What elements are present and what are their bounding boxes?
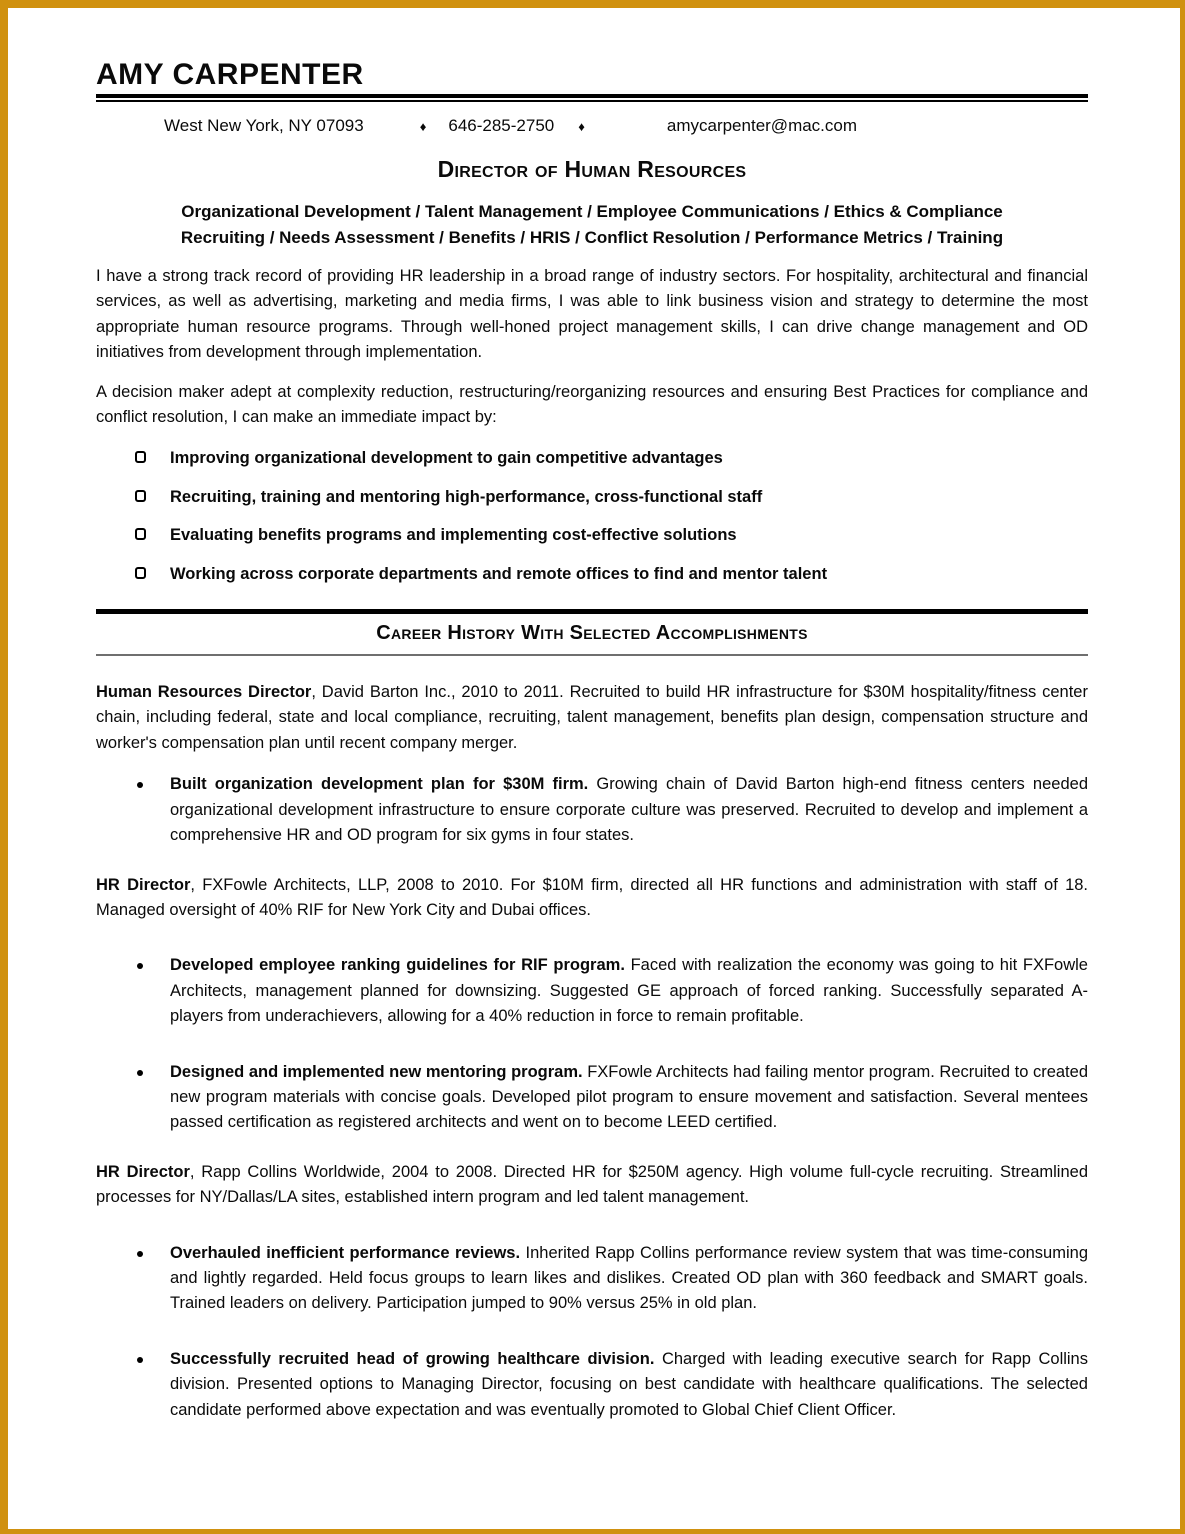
bullet-dot-icon xyxy=(137,1070,143,1076)
accomplishment-lead: Developed employee ranking guidelines for RIF program. xyxy=(170,956,625,975)
accomplishment-text: Faced with realization the economy was going to hit FXFowle Architects, management planned for downsizing. Suggested GE approach of forced ranking. Successfully separated A-players from underachievers, allowing for a 40% reduction in force to remain profitable. xyxy=(170,956,1088,1026)
accomplishment-body xyxy=(170,1060,1088,1136)
impact-item xyxy=(96,485,1088,510)
email-text: amycarpenter@mac.com xyxy=(666,116,858,135)
job-entry xyxy=(96,680,1088,756)
career-section-header xyxy=(96,609,1088,656)
impact-list xyxy=(96,446,1088,587)
accomplishments-list xyxy=(96,772,1088,848)
impact-item xyxy=(96,523,1088,548)
bullet-dot-icon xyxy=(137,1357,143,1363)
bullet-dot-icon xyxy=(137,1251,143,1257)
checkbox-bullet-icon xyxy=(135,451,146,463)
checkbox-bullet-icon xyxy=(135,528,146,540)
skills-line-2: Recruiting / Needs Assessment / Benefits / HRIS / Conflict Resolution / Performance Metrics / Training xyxy=(180,227,1004,247)
job-description: , David Barton Inc., 2010 to 2011. Recruited to build HR infrastructure for $30M hospitality/fitness center chain, including federal, state and local compliance, recruiting, talent management, benefits plan design, compensation structure and worker's compensation plan until recent company merger. xyxy=(96,683,1088,752)
summary-paragraph-2: A decision maker adept at complexity reduction, restructuring/reorganizing resources and ensuring Best Practices for compliance and conflict resolution, I can make an immediate impact by: xyxy=(96,382,1088,427)
accomplishment-lead: Overhauled inefficient performance reviews. xyxy=(170,1243,521,1262)
job-description: , Rapp Collins Worldwide, 2004 to 2008. Directed HR for $250M agency. High volume full-cycle recruiting. Streamlined processes for NY/Dallas/LA sites, established intern program and led talent management. xyxy=(96,1162,1089,1207)
job-entry xyxy=(96,873,1088,924)
bullet-dot-icon xyxy=(137,782,143,788)
accomplishment-item xyxy=(96,772,1088,848)
impact-text: Evaluating benefits programs and implementing cost-effective solutions xyxy=(170,526,737,545)
accomplishment-text: Charged with leading executive search for Rapp Collins division. Presented options to Managing Director, focusing on best candidate with healthcare qualifications. The selected candidate performed above expectation and was eventually promoted to Global Chief Client Officer. xyxy=(170,1349,1088,1419)
contact-line xyxy=(164,116,1088,136)
checkbox-bullet-icon xyxy=(135,490,146,502)
accomplishment-item xyxy=(96,1060,1088,1136)
job-title-lead: HR Director xyxy=(96,875,191,894)
location-text: West New York, NY 07093 xyxy=(164,116,364,135)
bullet-dot-icon xyxy=(137,963,143,969)
document-title: Director of Human Resources xyxy=(437,156,747,182)
accomplishment-lead: Designed and implemented new mentoring program. xyxy=(170,1062,583,1081)
impact-item xyxy=(96,562,1088,587)
job-entry xyxy=(96,1160,1088,1211)
diamond-separator-icon: ♦ xyxy=(419,118,427,134)
impact-item xyxy=(96,446,1088,471)
accomplishment-item xyxy=(96,1347,1088,1423)
candidate-name: AMY CARPENTER xyxy=(96,58,364,91)
accomplishment-text: Growing chain of David Barton high-end fitness centers needed organizational development infrastructure to ensure corporate culture was preserved. Recruited to develop and implement a comprehensive HR and OD program for six gyms in four states. xyxy=(170,775,1088,845)
job-title-lead: HR Director xyxy=(96,1162,190,1181)
accomplishments-list xyxy=(96,953,1088,1135)
checkbox-bullet-icon xyxy=(135,567,146,579)
name-rule-thick xyxy=(96,94,1088,98)
accomplishment-lead: Successfully recruited head of growing healthcare division. xyxy=(170,1349,655,1368)
diamond-separator-icon: ♦ xyxy=(578,118,585,134)
impact-text: Improving organizational development to gain competitive advantages xyxy=(170,449,723,468)
phone-text: 646-285-2750 xyxy=(448,116,555,135)
accomplishment-body xyxy=(170,772,1088,848)
section-title: Career History With Selected Accomplishments xyxy=(376,622,808,645)
accomplishment-body xyxy=(170,1347,1088,1423)
accomplishment-lead: Built organization development plan for $30M firm. xyxy=(170,775,589,794)
accomplishment-item xyxy=(96,953,1088,1029)
job-description: , FXFowle Architects, LLP, 2008 to 2010. For $10M firm, directed all HR functions and administration with staff of 18. Managed oversight of 40% RIF for New York City and Dubai offices. xyxy=(96,875,1089,919)
skills-line-1: Organizational Development / Talent Management / Employee Communications / Ethics & Compliance xyxy=(181,202,1003,221)
impact-text: Recruiting, training and mentoring high-performance, cross-functional staff xyxy=(170,487,763,506)
summary-paragraph-1: I have a strong track record of providing HR leadership in a broad range of industry sectors. For hospitality, architectural and financial services, as well as advertising, marketing and media firms, I was able to link business vision and strategy to determine the most appropriate human resource programs. Through well-honed project management skills, I can drive change management and OD initiatives from development through implementation. xyxy=(96,267,1088,362)
section-rule-bottom xyxy=(96,654,1088,656)
accomplishment-text: FXFowle Architects had failing mentor program. Recruited to created new program materials with concise goals. Developed pilot program to ensure movement and satisfaction. Several mentees passed certification as registered architects and went on to become LEED certified. xyxy=(170,1062,1088,1132)
name-rule-thin xyxy=(96,100,1088,102)
accomplishment-body xyxy=(170,953,1088,1029)
skills-summary xyxy=(96,199,1088,250)
accomplishment-text: Inherited Rapp Collins performance review system that was time-consuming and lightly regarded. Held focus groups to learn likes and dislikes. Created OD plan with 360 feedback and SMART goals. Trained leaders on delivery. Participation jumped to 90% versus 25% in old plan. xyxy=(170,1243,1088,1313)
accomplishment-body xyxy=(170,1241,1088,1317)
accomplishment-item xyxy=(96,1241,1088,1317)
job-title-lead: Human Resources Director xyxy=(96,683,312,702)
accomplishments-list xyxy=(96,1241,1088,1423)
impact-text: Working across corporate departments and remote offices to find and mentor talent xyxy=(170,564,828,583)
